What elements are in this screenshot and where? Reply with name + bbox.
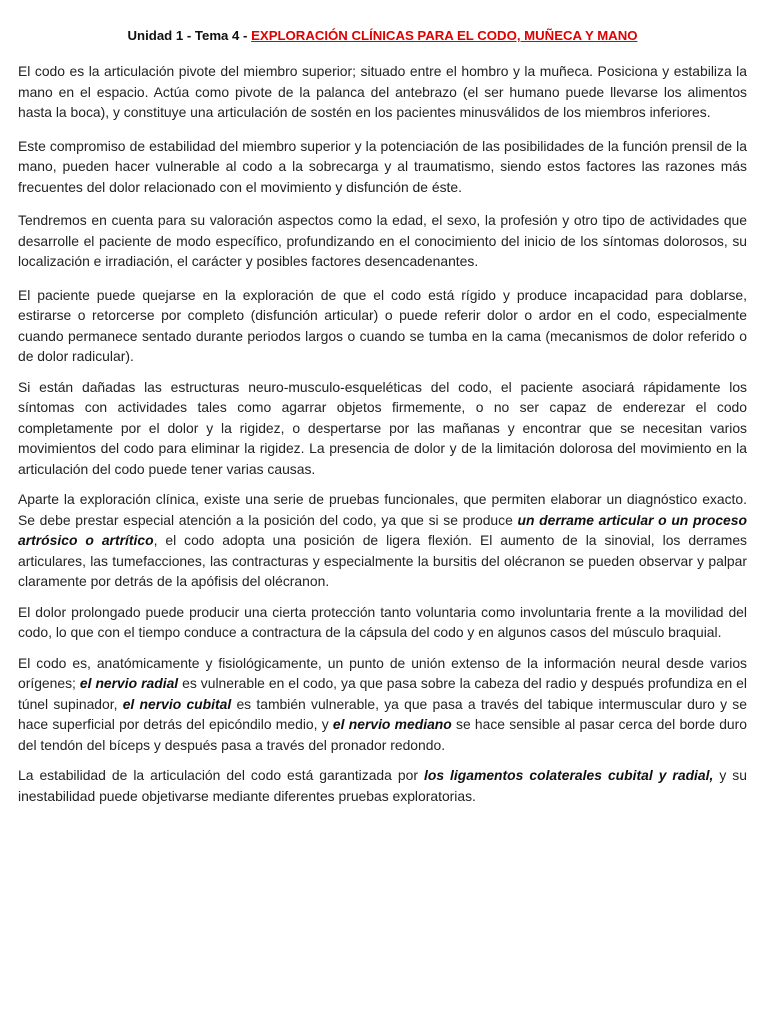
paragraph-8 xyxy=(18,653,747,756)
paragraph-9-text-c: y su inestabilidad puede objetivarse mediante diferentes pruebas exploratorias. xyxy=(18,767,747,804)
paragraph-8-text-c: es vulnerable en el codo, ya que pasa sobre la cabeza del radio y después profundiza en el túnel supinador, xyxy=(18,675,747,712)
paragraph-1: El codo es la articulación pivote del miembro superior; situado entre el hombro y la muñeca. Posiciona y estabiliza la mano en el espacio. Actúa como pivote de la palanca del antebrazo (el ser humano puede llevarse los alimentos hasta la boca), y constituye una articulación de sostén en los pacientes minusválidos de los miembros inferiores. xyxy=(18,63,747,120)
paragraph-3: Tendremos en cuenta para su valoración aspectos como la edad, el sexo, la profesión y otro tipo de actividades que desarrolle el paciente de modo específico, profundizando en el conocimiento del inicio de los síntomas dolorosos, su localización e irradiación, el carácter y posibles factores desencadenantes. xyxy=(18,212,747,269)
paragraph-5: Si están dañadas las estructuras neuro-musculo-esqueléticas del codo, el paciente asociará rápidamente los síntomas con actividades tales como agarrar objetos firmemente, o no ser capaz de enderezar el codo completamente por el dolor y la rigidez, o despertarse por las mañanas y encontrar que se necesitan varios movimientos del codo para eliminar la rigidez. La presencia de dolor y de la limitación dolorosa del movimiento en la articulación del codo puede tener varias causas. xyxy=(18,378,747,477)
paragraph-8-text-a: El codo es, anatómicamente y fisiológicamente, un punto de unión extenso de la información neural desde varios orígenes; xyxy=(18,654,747,691)
paragraph-8-text-g: se hace sensible al pasar cerca del borde duro del tendón del bíceps y después pasa a través del pronador redondo. xyxy=(18,716,747,753)
paragraph-6 xyxy=(18,489,747,592)
paragraph-6-text-c: , el codo adopta una posición de ligera flexión. El aumento de la sinovial, los derrames articulares, las tumefacciones, las contracturas y especialmente la bursitis del olécranon se pueden observar y palpar claramente por detrás de la apófisis del olécranon. xyxy=(18,532,747,589)
title-highlight: EXPLORACIÓN CLÍNICAS PARA EL CODO, MUÑECA Y MANO xyxy=(251,28,638,43)
paragraph-8-text-e: es también vulnerable, ya que pasa a través del tabique intermuscular duro y se hace superficial por detrás del epicóndilo medio, y xyxy=(18,695,747,732)
term-nervio-radial: el nervio radial xyxy=(79,675,179,691)
page-title xyxy=(18,27,747,45)
term-ligamentos-colaterales: los ligamentos colaterales cubital y radial, xyxy=(423,767,714,783)
paragraph-4: El paciente puede quejarse en la exploración de que el codo está rígido y produce incapacidad para doblarse, estirarse o retorcerse por completo (disfunción articular) o puede referir dolor o ardor en el codo, especialmente cuando permanece sentado durante periodos largos o cuando se tumba en la cama (mecanismos de dolor referido o de dolor radicular). xyxy=(18,286,747,364)
paragraph-7: El dolor prolongado puede producir una cierta protección tanto voluntaria como involuntaria frente a la movilidad del codo, lo que con el tiempo conduce a contractura de la cápsula del codo y en algunos casos del músculo braquial. xyxy=(18,603,747,640)
paragraph-2: Este compromiso de estabilidad del miembro superior y la potenciación de las posibilidades de la función prensil de la mano, pueden hacer vulnerable al codo a la sobrecarga y al traumatismo, siendo estos factores las razones más frecuentes del dolor relacionado con el movimiento y disfunción de éste. xyxy=(18,137,747,195)
paragraph-6-text-a: Aparte la exploración clínica, existe una serie de pruebas funcionales, que permiten elaborar un diagnóstico exacto. Se debe prestar especial atención a la posición del codo, ya que si se produce xyxy=(18,491,747,528)
paragraph-9 xyxy=(18,765,747,806)
paragraph-9-text-a: La estabilidad de la articulación del codo está garantizada por xyxy=(18,767,424,783)
term-nervio-cubital: el nervio cubital xyxy=(122,695,232,712)
paragraph-6-emphasis: un derrame articular o un proceso artrósico o artrítico xyxy=(18,511,747,548)
title-prefix: Unidad 1 - Tema 4 - xyxy=(127,28,252,43)
term-nervio-mediano: el nervio mediano xyxy=(332,716,452,732)
